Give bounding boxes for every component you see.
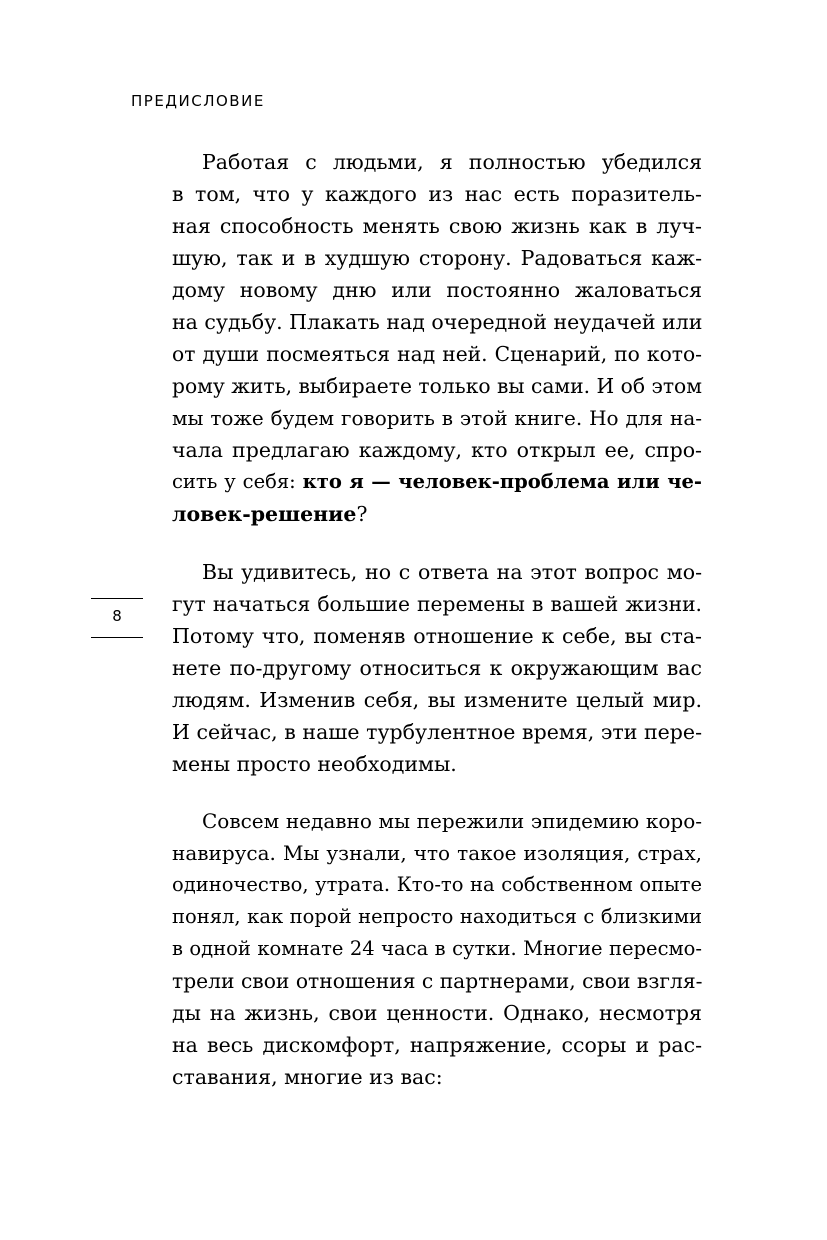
line-suffix: ? [356,502,368,526]
text-line: Потому что, поменяв отношение к себе, вы ста- [172,624,702,648]
text-line: мены просто необходимы. [172,752,457,776]
text-line: ная способность менять свою жизнь как в луч- [172,214,702,238]
text-line: Работая с людьми, я полностью убедился [202,150,702,174]
running-head: ПРЕДИСЛОВИЕ [131,92,265,110]
text-line: людям. Изменив себя, вы измените целый мир. [172,688,702,712]
text-line: чала предлагаю каждому, кто открыл ее, спро- [172,438,702,462]
text-line: навируса. Мы узнали, что такое изоляция, страх, [172,841,702,865]
text-line: мы тоже будем говорить в этой книге. Но для на- [172,406,702,430]
text-line: гут начаться большие перемены в вашей жизни. [172,592,702,616]
text-line: И сейчас, в наше турбулентное время, эти пере- [172,720,702,744]
emphasis-question: кто я — человек-проблема или че- [302,470,702,493]
text-line: нете по-другому относиться к окружающим вас [172,656,702,680]
text-line: трели свои отношения с партнерами, свои взгля- [172,969,703,993]
text-line: в том, что у каждого из нас есть поразитель- [172,182,702,206]
text-line: на весь дискомфорт, напряжение, ссоры и рас- [172,1033,702,1057]
text-line: дому новому дню или постоянно жаловаться [172,278,702,302]
text-line: на судьбу. Плакать над очередной неудачей или [172,310,703,334]
text-line: от души посмеяться над ней. Сценарий, по кото- [172,342,702,366]
text-line: Вы удивитесь, но с ответа на этот вопрос мо- [202,560,702,584]
text-line: одиночество, утрата. Кто-то на собственном опыте [172,873,702,896]
paragraph-3 [172,805,702,1093]
paragraph-2 [172,556,702,780]
text-line: шую, так и в худшую сторону. Радоваться каж- [172,246,702,270]
text-line: в одной комнате 24 часа в сутки. Многие пересмо- [172,937,702,960]
line-prefix: сить у себя: [172,470,303,493]
text-line: рому жить, выбираете только вы сами. И об этом [172,374,702,398]
text-line: Совсем недавно мы пережили эпидемию коро- [202,809,702,833]
page-number-box [91,598,143,638]
text-line: понял, как порой непросто находиться с близкими [172,905,702,928]
text-line [172,498,702,530]
text-line [172,466,702,498]
emphasis-question-end: ловек-решение [172,502,357,526]
page-number: 8 [112,607,122,625]
paragraph-1 [172,146,702,530]
text-line: ставания, многие из вас: [172,1065,443,1089]
text-line: ды на жизнь, свои ценности. Однако, несмотря [172,1001,702,1025]
